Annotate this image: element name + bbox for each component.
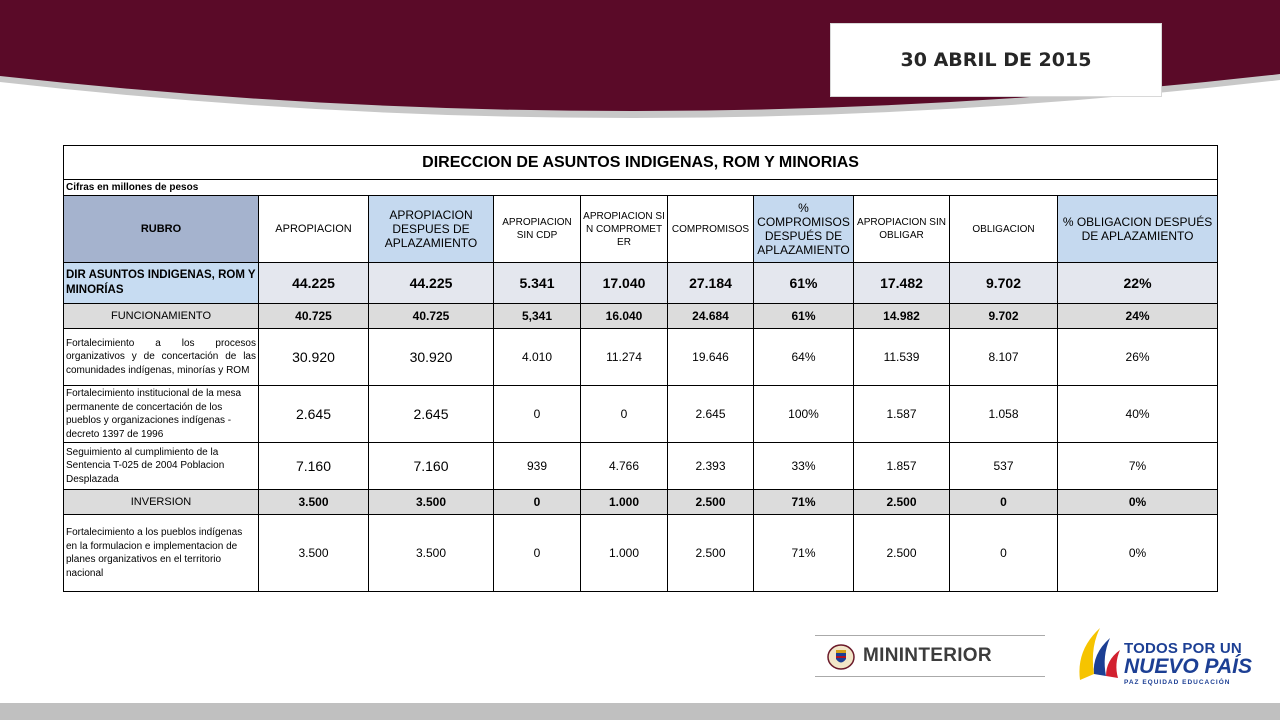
cell-pct-obligacion: 0% bbox=[1058, 490, 1218, 515]
cell-sin-obligar: 2.500 bbox=[854, 515, 950, 592]
table-title: DIRECCION DE ASUNTOS INDIGENAS, ROM Y MINORIAS bbox=[64, 146, 1218, 180]
mininterior-wordmark: MININTERIOR bbox=[863, 645, 992, 666]
cell-sin-obligar: 17.482 bbox=[854, 263, 950, 304]
cell-obligacion: 0 bbox=[950, 515, 1058, 592]
cell-sin-cdp: 0 bbox=[494, 515, 581, 592]
cell-obligacion: 1.058 bbox=[950, 386, 1058, 443]
col-header-compromisos: COMPROMISOS bbox=[668, 196, 754, 263]
header-row bbox=[64, 196, 1218, 263]
cell-apropiacion-despues: 7.160 bbox=[369, 443, 494, 490]
cell-pct-obligacion: 40% bbox=[1058, 386, 1218, 443]
col-header-obligacion: OBLIGACION bbox=[950, 196, 1058, 263]
campaign-line-2: NUEVO PAÍS bbox=[1124, 655, 1252, 678]
units-note: Cifras en millones de pesos bbox=[64, 180, 1218, 196]
logo-top-rule bbox=[815, 635, 1045, 636]
cell-sin-comprometer: 0 bbox=[581, 386, 668, 443]
cell-sin-comprometer: 4.766 bbox=[581, 443, 668, 490]
report-date: 30 ABRIL DE 2015 bbox=[830, 23, 1162, 97]
cell-pct-compromisos: 64% bbox=[754, 329, 854, 386]
cell-sin-comprometer: 1.000 bbox=[581, 490, 668, 515]
cell-pct-obligacion: 0% bbox=[1058, 515, 1218, 592]
nuevo-pais-logo bbox=[1070, 620, 1250, 690]
cell-apropiacion: 40.725 bbox=[259, 304, 369, 329]
cell-apropiacion-despues: 30.920 bbox=[369, 329, 494, 386]
cell-compromisos: 2.393 bbox=[668, 443, 754, 490]
cell-sin-cdp: 0 bbox=[494, 490, 581, 515]
cell-apropiacion: 30.920 bbox=[259, 329, 369, 386]
cell-compromisos: 2.645 bbox=[668, 386, 754, 443]
cell-sin-comprometer: 16.040 bbox=[581, 304, 668, 329]
col-header-apropiacion-despues: APROPIACION DESPUES DE APLAZAMIENTO bbox=[369, 196, 494, 263]
cell-pct-obligacion: 22% bbox=[1058, 263, 1218, 304]
row-label: Fortalecimiento a los procesos organizativos y de concertación de las comunidades indígenas, minorías y ROM bbox=[64, 329, 259, 386]
cell-apropiacion: 2.645 bbox=[259, 386, 369, 443]
cell-pct-obligacion: 7% bbox=[1058, 443, 1218, 490]
cell-pct-obligacion: 24% bbox=[1058, 304, 1218, 329]
cell-pct-compromisos: 71% bbox=[754, 490, 854, 515]
cell-pct-compromisos: 100% bbox=[754, 386, 854, 443]
cell-apropiacion: 7.160 bbox=[259, 443, 369, 490]
cell-sin-cdp: 4.010 bbox=[494, 329, 581, 386]
cell-pct-compromisos: 61% bbox=[754, 304, 854, 329]
cell-apropiacion: 3.500 bbox=[259, 490, 369, 515]
section-row bbox=[64, 304, 1218, 329]
cell-sin-cdp: 5,341 bbox=[494, 304, 581, 329]
cell-compromisos: 24.684 bbox=[668, 304, 754, 329]
row-label: Fortalecimiento a los pueblos indígenas en la formulacion e implementacion de planes organizativos en el territorio nacional bbox=[64, 515, 259, 592]
cell-obligacion: 537 bbox=[950, 443, 1058, 490]
cell-apropiacion-despues: 3.500 bbox=[369, 515, 494, 592]
cell-sin-comprometer: 17.040 bbox=[581, 263, 668, 304]
cell-compromisos: 2.500 bbox=[668, 515, 754, 592]
cell-sin-obligar: 1.587 bbox=[854, 386, 950, 443]
cell-compromisos: 27.184 bbox=[668, 263, 754, 304]
table-row bbox=[64, 443, 1218, 490]
table-row bbox=[64, 386, 1218, 443]
cell-sin-obligar: 11.539 bbox=[854, 329, 950, 386]
cell-pct-compromisos: 71% bbox=[754, 515, 854, 592]
col-header-pct-compromisos: % COMPROMISOS DESPUÉS DE APLAZAMIENTO bbox=[754, 196, 854, 263]
cell-sin-cdp: 939 bbox=[494, 443, 581, 490]
table-row bbox=[64, 329, 1218, 386]
cell-sin-comprometer: 11.274 bbox=[581, 329, 668, 386]
col-header-pct-obligacion: % OBLIGACION DESPUÉS DE APLAZAMIENTO bbox=[1058, 196, 1218, 263]
campaign-line-1: TODOS POR UN bbox=[1124, 640, 1242, 657]
budget-table bbox=[63, 145, 1218, 592]
colombia-swoosh-icon bbox=[1070, 620, 1126, 690]
row-label: FUNCIONAMIENTO bbox=[64, 304, 259, 329]
campaign-tagline: PAZ EQUIDAD EDUCACIÓN bbox=[1124, 679, 1231, 686]
cell-pct-compromisos: 33% bbox=[754, 443, 854, 490]
cell-pct-compromisos: 61% bbox=[754, 263, 854, 304]
cell-compromisos: 2.500 bbox=[668, 490, 754, 515]
coat-of-arms-icon bbox=[827, 644, 855, 670]
cell-sin-obligar: 14.982 bbox=[854, 304, 950, 329]
cell-obligacion: 0 bbox=[950, 490, 1058, 515]
cell-sin-obligar: 2.500 bbox=[854, 490, 950, 515]
col-header-sin-obligar: APROPIACION SIN OBLIGAR bbox=[854, 196, 950, 263]
row-label: Fortalecimiento institucional de la mesa permanente de concertación de los pueblos y organizaciones indígenas - decreto 1397 de 1996 bbox=[64, 386, 259, 443]
col-header-apropiacion: APROPIACION bbox=[259, 196, 369, 263]
summary-row bbox=[64, 263, 1218, 304]
cell-apropiacion-despues: 40.725 bbox=[369, 304, 494, 329]
cell-apropiacion-despues: 2.645 bbox=[369, 386, 494, 443]
cell-apropiacion-despues: 3.500 bbox=[369, 490, 494, 515]
footer-bar bbox=[0, 703, 1280, 720]
cell-sin-comprometer: 1.000 bbox=[581, 515, 668, 592]
cell-pct-obligacion: 26% bbox=[1058, 329, 1218, 386]
cell-compromisos: 19.646 bbox=[668, 329, 754, 386]
col-header-rubro: RUBRO bbox=[64, 196, 259, 263]
cell-apropiacion: 3.500 bbox=[259, 515, 369, 592]
row-label: INVERSION bbox=[64, 490, 259, 515]
col-header-sin-comprometer: APROPIACION SIN COMPROMETER bbox=[581, 196, 668, 263]
section-row bbox=[64, 490, 1218, 515]
row-label: Seguimiento al cumplimiento de la Sentencia T-025 de 2004 Poblacion Desplazada bbox=[64, 443, 259, 490]
cell-obligacion: 9.702 bbox=[950, 263, 1058, 304]
cell-sin-cdp: 5.341 bbox=[494, 263, 581, 304]
cell-apropiacion-despues: 44.225 bbox=[369, 263, 494, 304]
mininterior-logo bbox=[815, 635, 1045, 677]
cell-apropiacion: 44.225 bbox=[259, 263, 369, 304]
col-header-sin-cdp: APROPIACION SIN CDP bbox=[494, 196, 581, 263]
cell-obligacion: 9.702 bbox=[950, 304, 1058, 329]
cell-sin-cdp: 0 bbox=[494, 386, 581, 443]
cell-sin-obligar: 1.857 bbox=[854, 443, 950, 490]
cell-obligacion: 8.107 bbox=[950, 329, 1058, 386]
logo-bottom-rule bbox=[815, 676, 1045, 677]
table-row bbox=[64, 515, 1218, 592]
row-label: DIR ASUNTOS INDIGENAS, ROM Y MINORÍAS bbox=[64, 263, 259, 304]
